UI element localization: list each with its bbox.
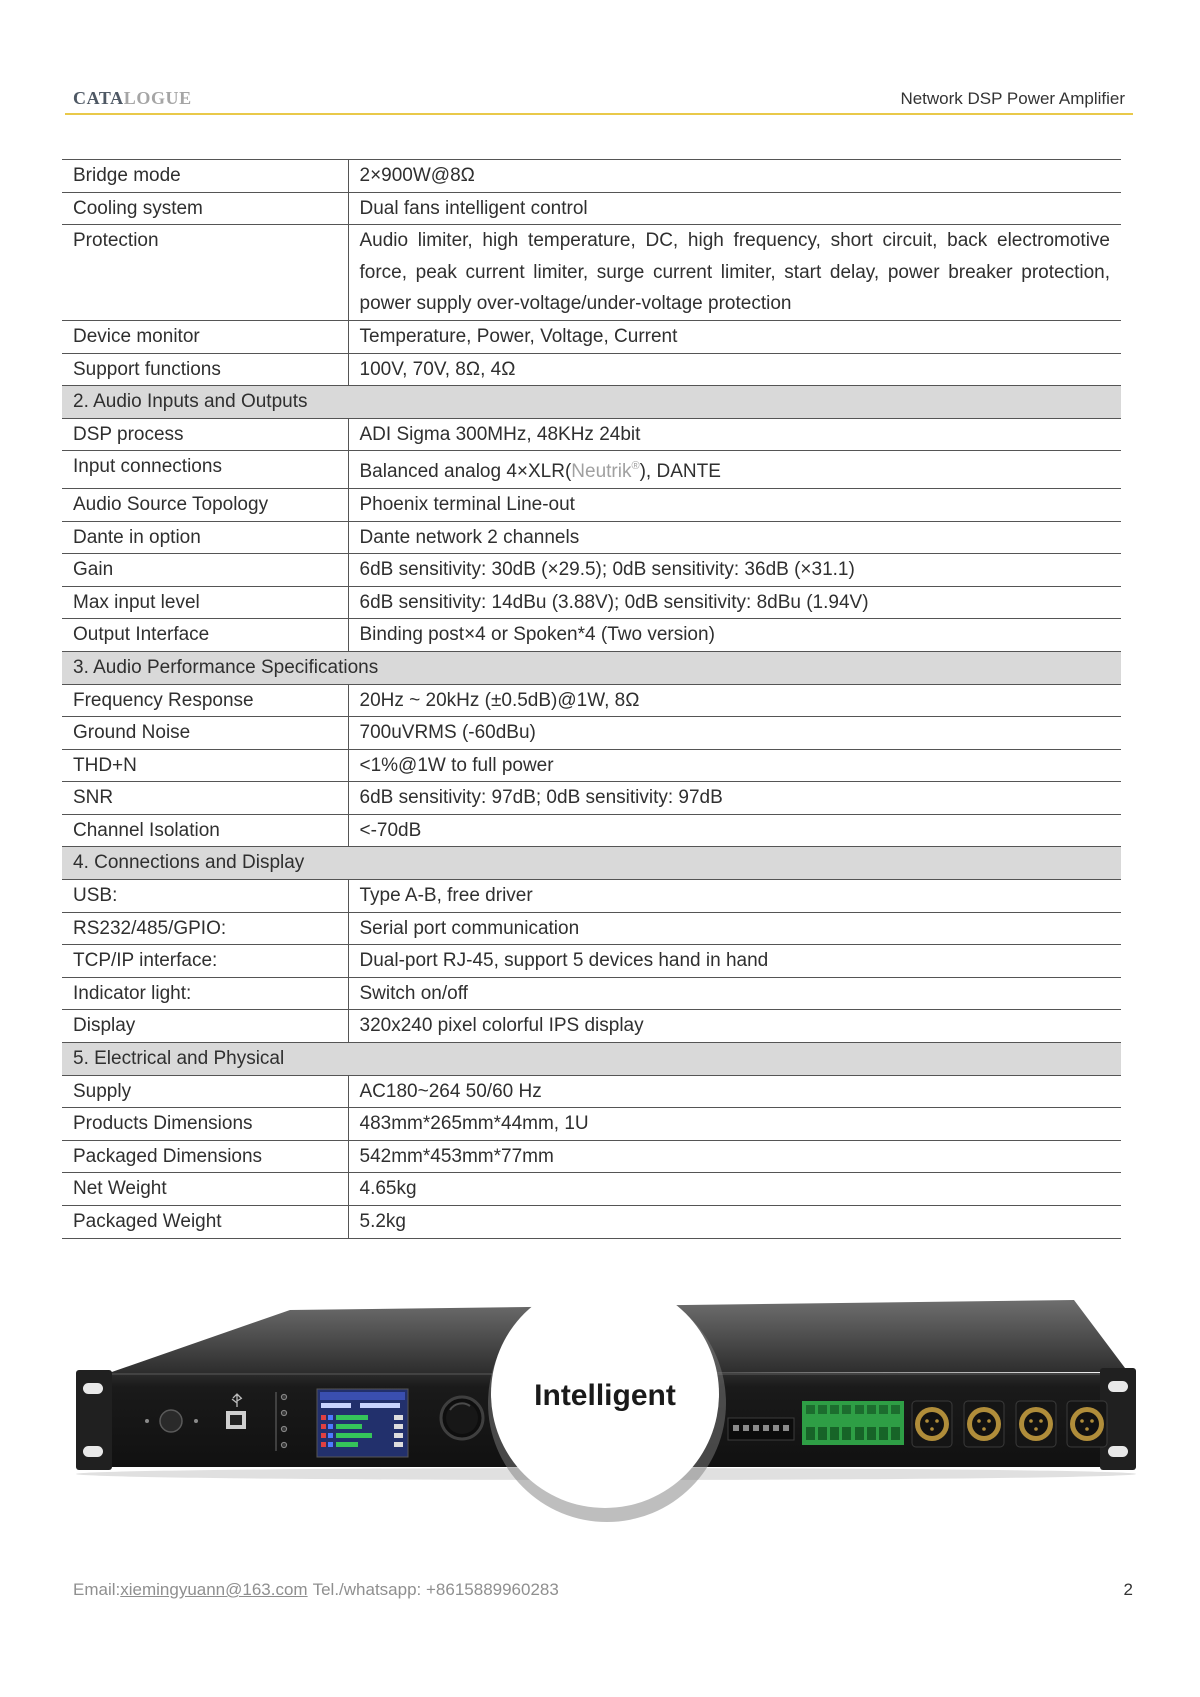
spec-row <box>62 586 1121 619</box>
spec-value: Switch on/off <box>348 977 1121 1010</box>
lcd-meter-value <box>394 1424 403 1429</box>
spec-label: Output Interface <box>62 619 348 652</box>
spec-row <box>62 488 1121 521</box>
terminal-pin <box>733 1425 739 1431</box>
xlr-pin <box>1039 1419 1043 1423</box>
spec-value: 483mm*265mm*44mm, 1U <box>348 1108 1121 1141</box>
xlr-socket <box>920 1412 944 1436</box>
lcd-meter-bar <box>336 1424 362 1429</box>
phoenix-socket <box>867 1427 876 1440</box>
spec-row <box>62 912 1121 945</box>
lcd-status-line <box>360 1403 400 1408</box>
spec-label: SNR <box>62 782 348 815</box>
spec-value: 6dB sensitivity: 30dB (×29.5); 0dB sensitivity: 36dB (×31.1) <box>348 554 1121 587</box>
spec-label: Products Dimensions <box>62 1108 348 1141</box>
rack-ear-slot <box>1108 1446 1128 1457</box>
xlr-pin <box>982 1427 986 1431</box>
xlr-pin <box>1029 1419 1033 1423</box>
spec-value: Temperature, Power, Voltage, Current <box>348 320 1121 353</box>
spec-value: Type A-B, free driver <box>348 880 1121 913</box>
spec-value: 6dB sensitivity: 97dB; 0dB sensitivity: 97dB <box>348 782 1121 815</box>
spec-label: Support functions <box>62 353 348 386</box>
phoenix-socket <box>806 1427 815 1440</box>
xlr-pin <box>1085 1427 1089 1431</box>
xlr-pin <box>925 1419 929 1423</box>
spec-label: TCP/IP interface: <box>62 945 348 978</box>
status-led <box>281 1442 286 1447</box>
spec-value: 20Hz ~ 20kHz (±0.5dB)@1W, 8Ω <box>348 684 1121 717</box>
xlr-pin <box>1034 1427 1038 1431</box>
rack-ear-slot <box>1108 1381 1128 1392</box>
phoenix-screw <box>867 1405 876 1414</box>
section-header-row <box>62 386 1121 419</box>
footer-contact <box>73 1580 559 1600</box>
document-title: Network DSP Power Amplifier <box>900 89 1125 108</box>
volume-knob <box>441 1397 483 1439</box>
xlr-pin <box>930 1427 934 1431</box>
spec-table <box>62 159 1121 1239</box>
badge-text: Intelligent <box>534 1379 676 1412</box>
lcd-meter-cell <box>321 1442 326 1447</box>
spec-value: Serial port communication <box>348 912 1121 945</box>
power-indicator-dot <box>194 1419 198 1423</box>
spec-value: 542mm*453mm*77mm <box>348 1140 1121 1173</box>
spec-row <box>62 1075 1121 1108</box>
spec-row <box>62 945 1121 978</box>
spec-label: Frequency Response <box>62 684 348 717</box>
power-indicator-dot <box>145 1419 149 1423</box>
spec-row <box>62 160 1121 193</box>
section-header-row <box>62 651 1121 684</box>
lcd-meter-cell <box>321 1433 326 1438</box>
xlr-input-connector <box>964 1401 1004 1447</box>
spec-label: Input connections <box>62 451 348 489</box>
phoenix-terminal-block <box>802 1401 904 1445</box>
phoenix-socket <box>830 1427 839 1440</box>
spec-label: Max input level <box>62 586 348 619</box>
xlr-pin <box>1090 1419 1094 1423</box>
terminal-pin <box>753 1425 759 1431</box>
brand-name-text: Neutrik <box>571 461 632 483</box>
phoenix-screw <box>891 1405 900 1414</box>
spec-row <box>62 451 1121 489</box>
section-header-label: 5. Electrical and Physical <box>62 1043 1121 1076</box>
xlr-socket <box>972 1412 996 1436</box>
spec-row <box>62 684 1121 717</box>
spec-label: Gain <box>62 554 348 587</box>
lcd-header-bar <box>320 1392 405 1400</box>
phone-text: Tel./whatsapp: +8615889960283 <box>312 1580 559 1599</box>
spec-label: USB: <box>62 880 348 913</box>
catalogue-light-part: LOGUE <box>123 88 192 108</box>
spec-row <box>62 418 1121 451</box>
lcd-meter-value <box>394 1415 403 1420</box>
spec-label: Channel Isolation <box>62 814 348 847</box>
phoenix-screw <box>806 1405 815 1414</box>
rack-ear-left <box>76 1370 112 1470</box>
spec-label: Display <box>62 1010 348 1043</box>
xlr-pin <box>1080 1419 1084 1423</box>
xlr-pin <box>935 1419 939 1423</box>
page-number: 2 <box>1123 1580 1133 1599</box>
spec-value: 6dB sensitivity: 14dBu (3.88V); 0dB sensitivity: 8dBu (1.94V) <box>348 586 1121 619</box>
spec-label: Packaged Dimensions <box>62 1140 348 1173</box>
spec-row <box>62 880 1121 913</box>
xlr-socket <box>1075 1412 1099 1436</box>
spec-row <box>62 1173 1121 1206</box>
spec-row <box>62 1108 1121 1141</box>
spec-row <box>62 554 1121 587</box>
section-header-label: 2. Audio Inputs and Outputs <box>62 386 1121 419</box>
spec-value: 700uVRMS (-60dBu) <box>348 717 1121 750</box>
section-header-label: 4. Connections and Display <box>62 847 1121 880</box>
spec-value: 4.65kg <box>348 1173 1121 1206</box>
spec-value: Dual fans intelligent control <box>348 192 1121 225</box>
spec-table-body <box>62 160 1121 1239</box>
xlr-pin <box>977 1419 981 1423</box>
lcd-meter-cell <box>321 1424 326 1429</box>
spec-row <box>62 749 1121 782</box>
xlr-input-connector <box>1067 1401 1107 1447</box>
spec-value: 320x240 pixel colorful IPS display <box>348 1010 1121 1043</box>
spec-value-text: ), DANTE <box>639 461 721 483</box>
spec-row <box>62 1206 1121 1239</box>
lcd-meter-cell <box>328 1424 333 1429</box>
rack-ear-slot <box>83 1446 103 1457</box>
spec-label: THD+N <box>62 749 348 782</box>
xlr-pin <box>987 1419 991 1423</box>
terminal-pin <box>783 1425 789 1431</box>
spec-value: 100V, 70V, 8Ω, 4Ω <box>348 353 1121 386</box>
terminal-pin <box>743 1425 749 1431</box>
phoenix-socket <box>891 1427 900 1440</box>
spec-value: 5.2kg <box>348 1206 1121 1239</box>
spec-row <box>62 977 1121 1010</box>
spec-value: 2×900W@8Ω <box>348 160 1121 193</box>
section-header-row <box>62 847 1121 880</box>
spec-label: Supply <box>62 1075 348 1108</box>
phoenix-screw <box>879 1405 888 1414</box>
spec-row <box>62 353 1121 386</box>
brand-name-text: ® <box>631 460 640 473</box>
lcd-meter-cell <box>328 1415 333 1420</box>
lcd-status-line <box>321 1403 351 1408</box>
lcd-display <box>317 1389 408 1457</box>
header-rule <box>65 113 1133 115</box>
xlr-input-connector <box>1016 1401 1056 1447</box>
spec-row <box>62 225 1121 321</box>
phoenix-socket <box>879 1427 888 1440</box>
spec-row <box>62 320 1121 353</box>
spec-label: Dante in option <box>62 521 348 554</box>
status-led <box>281 1426 286 1431</box>
spec-value-text: Balanced analog 4×XLR( <box>359 461 572 483</box>
spec-label: RS232/485/GPIO: <box>62 912 348 945</box>
power-icon <box>160 1410 182 1432</box>
product-photo <box>0 1270 1200 1550</box>
terminal-pin <box>763 1425 769 1431</box>
spec-label: DSP process <box>62 418 348 451</box>
phoenix-screw <box>842 1405 851 1414</box>
xlr-socket <box>1024 1412 1048 1436</box>
lcd-meter-bar <box>336 1442 358 1447</box>
usb-port-opening <box>230 1415 242 1425</box>
spec-label: Net Weight <box>62 1173 348 1206</box>
phoenix-screw <box>818 1405 827 1414</box>
spec-label: Device monitor <box>62 320 348 353</box>
spec-value: <-70dB <box>348 814 1121 847</box>
lcd-meter-cell <box>321 1415 326 1420</box>
email-link[interactable]: xiemingyuann@163.com <box>120 1580 308 1599</box>
lcd-meter-cell <box>328 1442 333 1447</box>
phoenix-socket <box>842 1427 851 1440</box>
spec-value: Dual-port RJ-45, support 5 devices hand in hand <box>348 945 1121 978</box>
rack-ear-slot <box>83 1383 103 1394</box>
knob-cap <box>446 1402 478 1434</box>
spec-row <box>62 521 1121 554</box>
status-led <box>281 1394 286 1399</box>
lcd-meter-bar <box>336 1415 368 1420</box>
spec-value: Phoenix terminal Line-out <box>348 488 1121 521</box>
lcd-meter-cell <box>328 1433 333 1438</box>
spec-value: Audio limiter, high temperature, DC, high frequency, short circuit, back electromotive force, peak current limiter, surge current limiter, start delay, power breaker protection, power supply over-voltage/under-voltage protection <box>348 225 1121 321</box>
spec-value: Binding post×4 or Spoken*4 (Two version) <box>348 619 1121 652</box>
xlr-input-connector <box>912 1401 952 1447</box>
usb-port <box>226 1411 246 1429</box>
section-header-row <box>62 1043 1121 1076</box>
catalogue-dark-part: CATA <box>73 88 124 108</box>
section-header-label: 3. Audio Performance Specifications <box>62 651 1121 684</box>
status-led <box>281 1410 286 1415</box>
spec-row <box>62 717 1121 750</box>
phoenix-screw <box>830 1405 839 1414</box>
spec-row <box>62 782 1121 815</box>
lcd-meter-value <box>394 1433 403 1438</box>
spec-label: Indicator light: <box>62 977 348 1010</box>
lcd-meter-value <box>394 1442 403 1447</box>
email-label: Email: <box>73 1580 121 1599</box>
terminal-pin <box>773 1425 779 1431</box>
phoenix-socket <box>855 1427 864 1440</box>
network-terminal-block <box>728 1418 794 1440</box>
spec-label: Cooling system <box>62 192 348 225</box>
spec-row <box>62 619 1121 652</box>
phoenix-screw <box>855 1405 864 1414</box>
spec-label: Bridge mode <box>62 160 348 193</box>
spec-value: ADI Sigma 300MHz, 48KHz 24bit <box>348 418 1121 451</box>
spec-value: Dante network 2 channels <box>348 521 1121 554</box>
spec-label: Packaged Weight <box>62 1206 348 1239</box>
spec-row <box>62 192 1121 225</box>
phoenix-socket <box>818 1427 827 1440</box>
lcd-meter-bar <box>336 1433 372 1438</box>
spec-row <box>62 1140 1121 1173</box>
spec-value: AC180~264 50/60 Hz <box>348 1075 1121 1108</box>
spec-label: Audio Source Topology <box>62 488 348 521</box>
spec-value <box>348 451 1121 489</box>
spec-row <box>62 814 1121 847</box>
spec-row <box>62 1010 1121 1043</box>
spec-label: Ground Noise <box>62 717 348 750</box>
spec-label: Protection <box>62 225 348 321</box>
spec-value: <1%@1W to full power <box>348 749 1121 782</box>
phoenix-housing <box>802 1401 904 1445</box>
catalogue-wordmark <box>73 88 192 109</box>
